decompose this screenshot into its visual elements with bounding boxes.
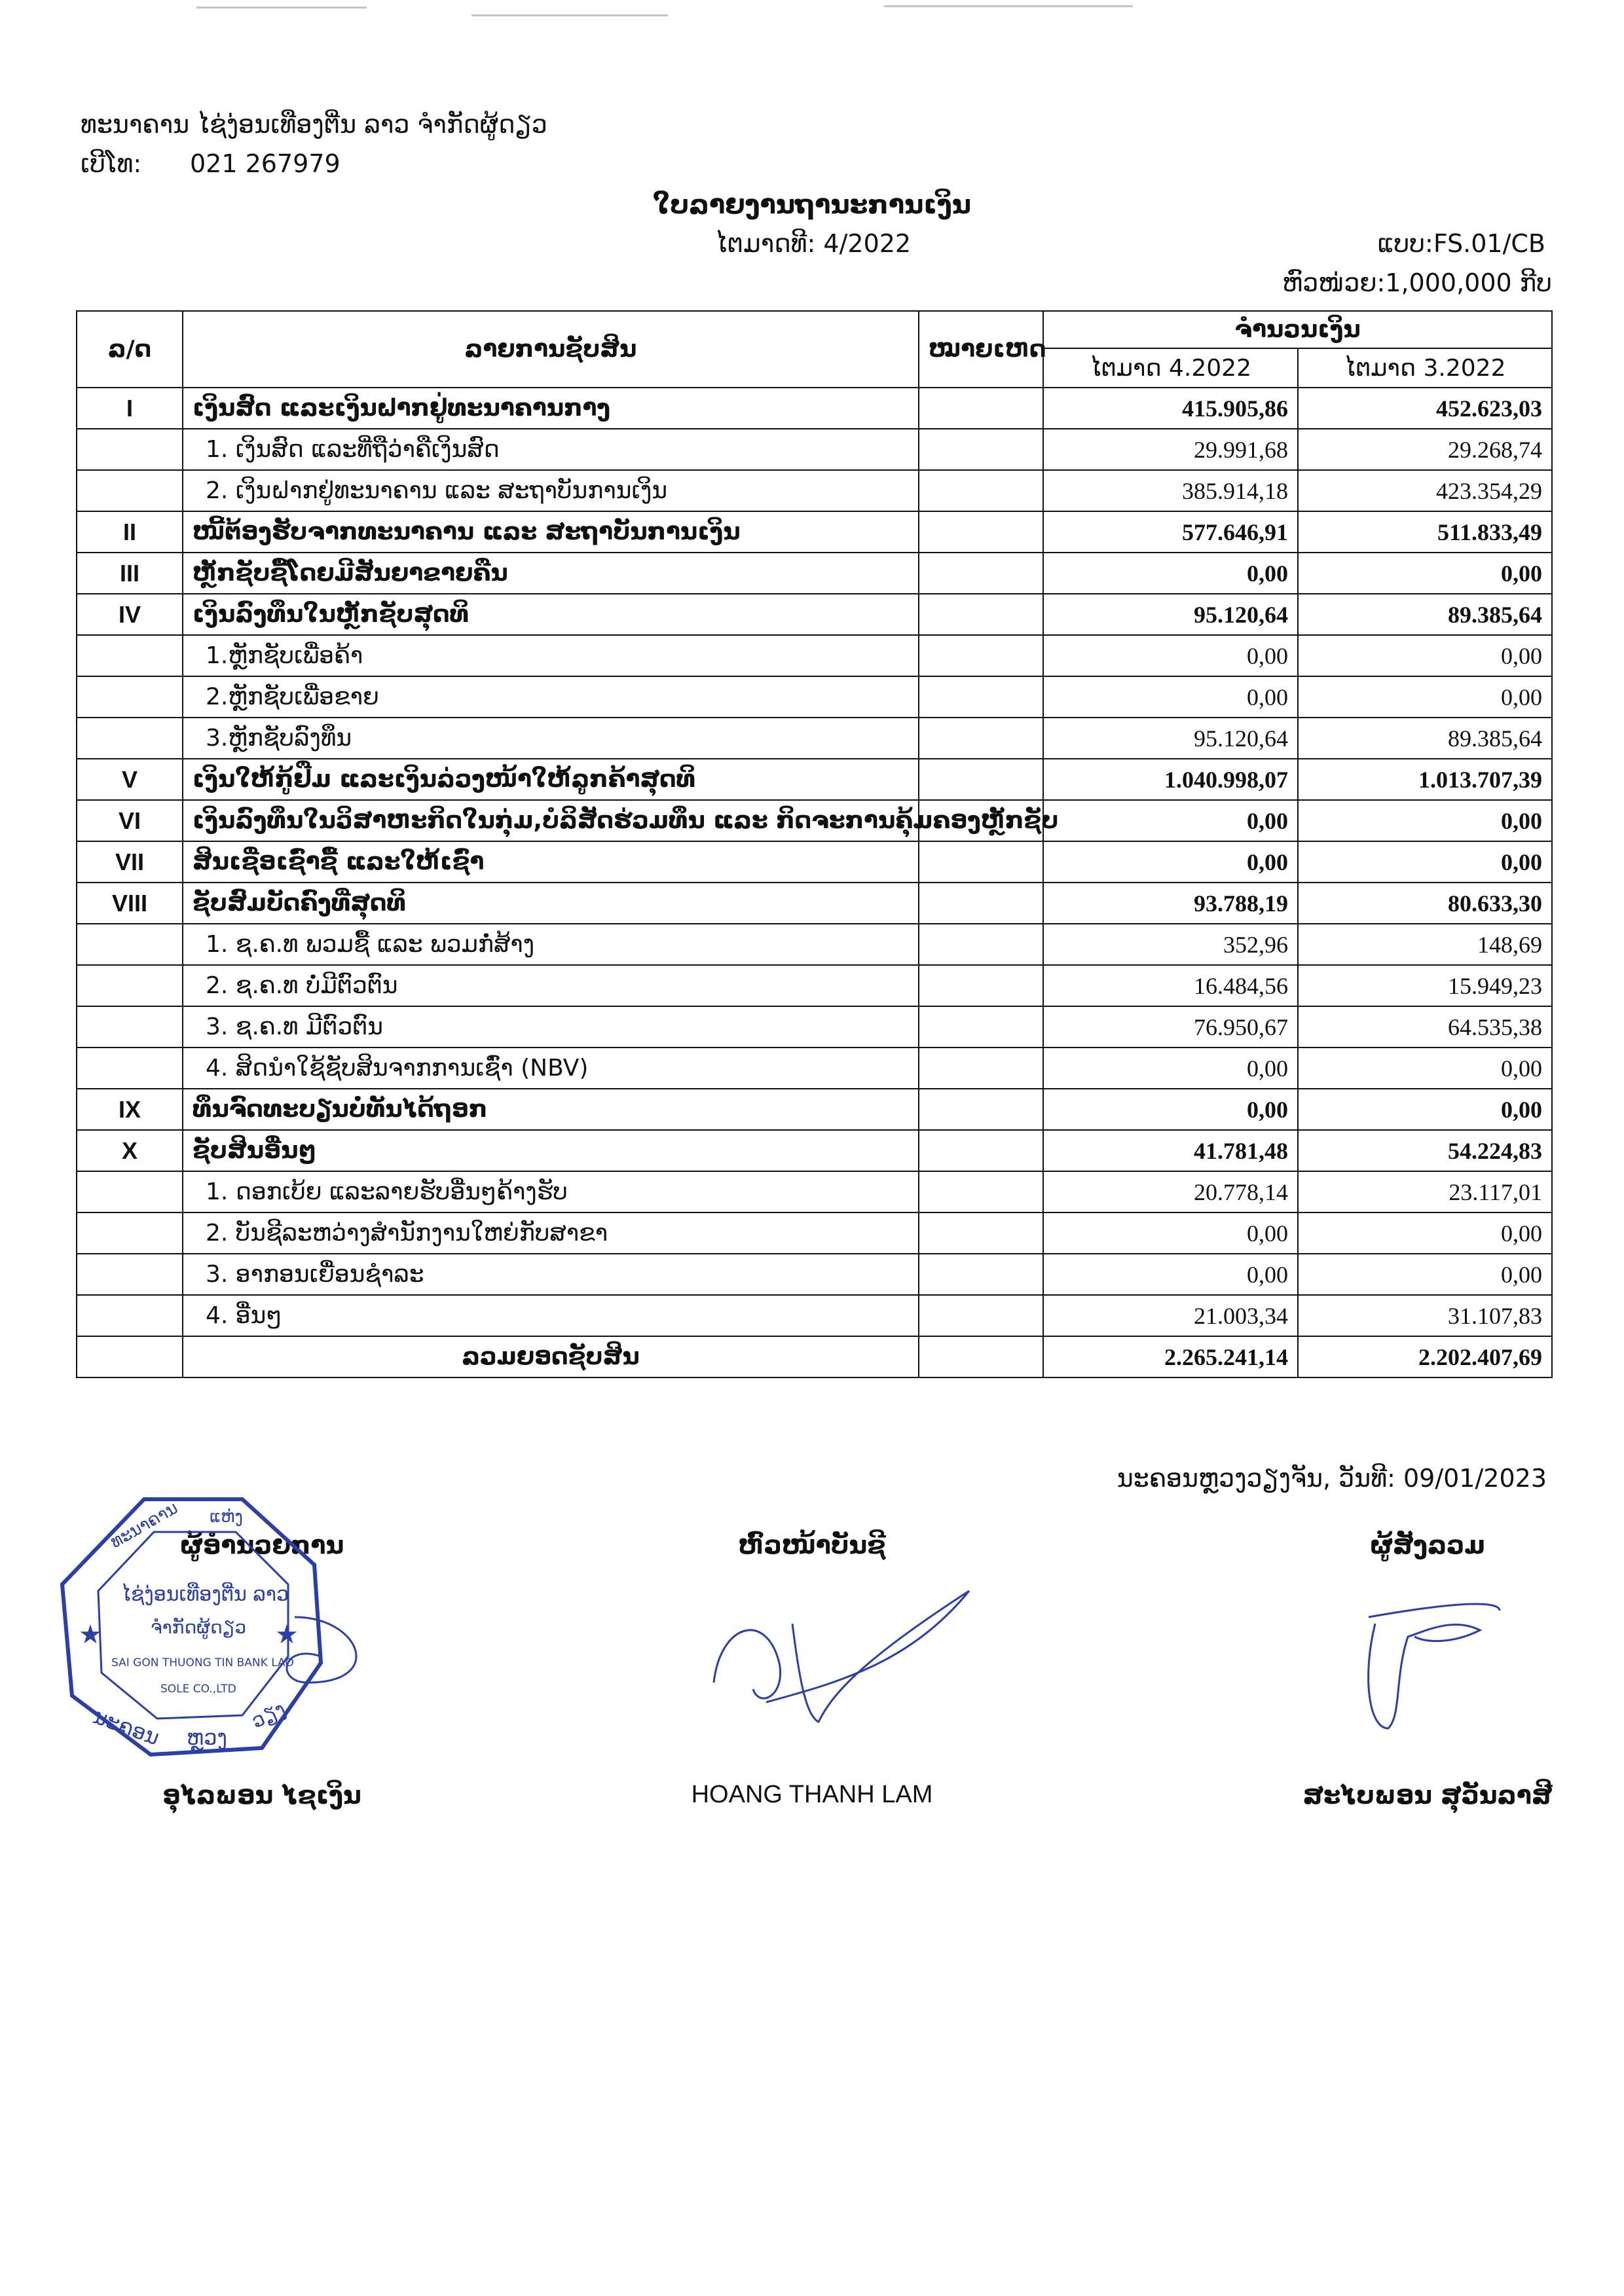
row-item: 1.ຫຼັກຊັບເພື່ອຄ້າ [183,635,919,676]
row-item: 2. ບັນຊີລະຫວ່າງສຳນັກງານໃຫຍ່ກັບສາຂາ [183,1212,919,1254]
row-note [919,1171,1043,1212]
row-item: ຊັບສິນອື່ນໆ [183,1130,919,1171]
row-no: III [77,553,183,594]
stamp-text: ແຫ່ງ [210,1507,243,1527]
signer-name-chief-accountant: HOANG THANH LAM [691,1781,933,1808]
row-q4: 577.646,91 [1043,511,1298,553]
row-item: 4. ອື່ນໆ [183,1295,919,1336]
total-note [919,1336,1043,1377]
row-no: X [77,1130,183,1171]
row-q3: 89.385,64 [1298,594,1552,635]
table-row [77,553,1552,594]
row-no [77,1171,183,1212]
total-row [77,1336,1552,1377]
report-period: ໄຕມາດທີ: 4/2022 [715,229,912,258]
table-row [77,511,1552,553]
signer-role-compiler: ຜູ້ສັງລວມ [1369,1531,1486,1559]
row-q4: 93.788,19 [1043,883,1298,924]
row-q4: 76.950,67 [1043,1006,1298,1048]
row-no: VIII [77,883,183,924]
row-item: ຊັບສົມບັດຄົງທີ່ສຸດທິ [183,883,919,924]
row-q4: 0,00 [1043,841,1298,883]
row-item: ເງິນລົງທຶນໃນຫຼັກຊັບສຸດທິ [183,594,919,635]
row-q4: 352,96 [1043,924,1298,965]
row-no [77,1212,183,1254]
row-no [77,429,183,470]
row-no: IV [77,594,183,635]
table-row [77,594,1552,635]
row-q3: 64.535,38 [1298,1006,1552,1048]
unit-label: ຫົວໜ່ວຍ:1,000,000 ກີບ [1282,268,1552,297]
table-row [77,883,1552,924]
row-note [919,594,1043,635]
row-q4: 0,00 [1043,800,1298,841]
col-amount-header: ຈຳນວນເງິນ [1043,311,1552,348]
row-item: 4. ສິດນຳໃຊ້ຊັບສິນຈາກການເຊົ່າ (NBV) [183,1048,919,1089]
table-row [77,1006,1552,1048]
stamp-star-icon: ★ [275,1620,299,1650]
table-row [77,1295,1552,1336]
row-note [919,718,1043,759]
compiler-signature [1349,1584,1519,1741]
row-no [77,635,183,676]
table-row [77,676,1552,718]
row-item: 3. ອາກອນເຍື່ອນຊຳລະ [183,1254,919,1295]
row-q4: 415.905,86 [1043,388,1298,429]
row-q4: 0,00 [1043,676,1298,718]
col-q4-header: ໄຕມາດ 4.2022 [1043,348,1298,388]
row-no: II [77,511,183,553]
row-q3: 423.354,29 [1298,470,1552,511]
row-item: ທຶນຈົດທະບຽນບໍ່ທັນໄດ້ຖອກ [183,1089,919,1130]
row-item: 1. ຊ.ຄ.ທ ພວມຊື້ ແລະ ພວມກໍ່ສ້າງ [183,924,919,965]
row-no [77,718,183,759]
row-q4: 95.120,64 [1043,594,1298,635]
col-item-header: ລາຍການຊັບສິນ [183,311,919,388]
phone-label: ເບີໂທ: [81,149,142,178]
row-q3: 0,00 [1298,1254,1552,1295]
row-note [919,429,1043,470]
row-q4: 0,00 [1043,1089,1298,1130]
signer-name-director: ອຸໄລພອນ ໄຊເງິນ [162,1781,361,1810]
row-item: 1. ເງິນສົດ ແລະທີ່ຖືວ່າຄືເງິນສົດ [183,429,919,470]
row-note [919,1254,1043,1295]
row-q4: 1.040.998,07 [1043,759,1298,800]
row-item: ໜີ້ຕ້ອງຮັບຈາກທະນາຄານ ແລະ ສະຖາບັນການເງິນ [183,511,919,553]
row-q4: 16.484,56 [1043,965,1298,1006]
row-item: ເງິນລົງທຶນໃນວິສາຫະກິດໃນກຸ່ມ,ບໍລິສັດຮ່ວມທຶນ ແລະ ກິດຈະການຄຸ້ມຄອງຫຼັກຊັບ [183,800,919,841]
row-q4: 95.120,64 [1043,718,1298,759]
stamp-text: SOLE CO.,LTD [160,1683,236,1696]
row-item: 1. ດອກເບ້ຍ ແລະລາຍຮັບອື່ນໆຄ້າງຮັບ [183,1171,919,1212]
total-q4: 2.265.241,14 [1043,1336,1298,1377]
row-q3: 0,00 [1298,635,1552,676]
row-item: 2.ຫຼັກຊັບເພື່ອຂາຍ [183,676,919,718]
report-title: ໃບລາຍງານຖານະການເງິນ [653,190,971,220]
row-no [77,924,183,965]
row-q4: 41.781,48 [1043,1130,1298,1171]
row-note [919,883,1043,924]
total-label: ລວມຍອດຊັບສິນ [183,1336,919,1377]
row-item: ສິນເຊື່ອເຊົ່າຊື້ ແລະໃຫ້ເຊົ່າ [183,841,919,883]
row-item: 2. ເງິນຝາກຢູ່ທະນາຄານ ແລະ ສະຖາບັນການເງິນ [183,470,919,511]
row-q3: 0,00 [1298,841,1552,883]
row-no [77,1006,183,1048]
signer-role-director: ຜູ້ອຳນວຍການ [179,1531,344,1559]
table-row [77,1130,1552,1171]
stamp-text: ຈຳກັດຜູ້ດຽວ [151,1616,247,1638]
row-note [919,924,1043,965]
table-row [77,1048,1552,1089]
table-row [77,1171,1552,1212]
row-q4: 0,00 [1043,553,1298,594]
row-q3: 511.833,49 [1298,511,1552,553]
stamp-text: ນະຄອນ [90,1703,163,1751]
row-note [919,553,1043,594]
col-q3-header: ໄຕມາດ 3.2022 [1298,348,1552,388]
col-no-header: ລ/ດ [77,311,183,388]
table-row [77,388,1552,429]
row-no [77,676,183,718]
row-q3: 148,69 [1298,924,1552,965]
total-q3: 2.202.407,69 [1298,1336,1552,1377]
scan-artifact [471,14,668,16]
row-q3: 0,00 [1298,1212,1552,1254]
row-item: ຫຼັກຊັບຊື້ໂດຍມີສັນຍາຂາຍຄືນ [183,553,919,594]
row-no [77,470,183,511]
table-row [77,924,1552,965]
row-no: V [77,759,183,800]
row-item: 3.ຫຼັກຊັບລົງທຶນ [183,718,919,759]
row-q3: 29.268,74 [1298,429,1552,470]
stamp-text: ທະນາຄານ [107,1498,181,1553]
row-note [919,676,1043,718]
row-no: IX [77,1089,183,1130]
row-q3: 0,00 [1298,1089,1552,1130]
stamp-star-icon: ★ [79,1620,102,1650]
row-q3: 452.623,03 [1298,388,1552,429]
table-row [77,429,1552,470]
stamp-text: SAI GON THUONG TIN BANK LAO [111,1656,294,1669]
row-no [77,1048,183,1089]
scan-artifact [884,5,1133,7]
row-q3: 80.633,30 [1298,883,1552,924]
row-note [919,759,1043,800]
row-note [919,470,1043,511]
balance-sheet-table [76,310,1553,1378]
row-no: VI [77,800,183,841]
row-q3: 0,00 [1298,676,1552,718]
scan-artifact [196,7,367,9]
table-row [77,841,1552,883]
row-no: I [77,388,183,429]
row-q4: 0,00 [1043,1048,1298,1089]
table-row [77,470,1552,511]
row-q3: 54.224,83 [1298,1130,1552,1171]
row-item: 2. ຊ.ຄ.ທ ບໍ່ມີຕົວຕົນ [183,965,919,1006]
stamp-text: ຫຼວງ [187,1725,227,1750]
row-note [919,1212,1043,1254]
row-q3: 15.949,23 [1298,965,1552,1006]
row-note [919,1006,1043,1048]
signer-role-chief-accountant: ຫົວໜ້າບັນຊີ [738,1531,886,1559]
row-item: ເງິນສົດ ແລະເງິນຝາກຢູ່ທະນາຄານກາງ [183,388,919,429]
row-q4: 385.914,18 [1043,470,1298,511]
table-row [77,759,1552,800]
row-q4: 0,00 [1043,1254,1298,1295]
bank-name: ທະນາຄານ ໄຊ່ງ່ອນເທືອງຕີ່ນ ລາວ ຈຳກັດຜູ້ດຽວ [81,110,547,139]
col-note-header: ໝາຍເຫດ [919,311,1043,388]
row-q3: 0,00 [1298,800,1552,841]
row-q4: 0,00 [1043,1212,1298,1254]
row-no [77,965,183,1006]
row-q3: 89.385,64 [1298,718,1552,759]
row-note [919,511,1043,553]
row-note [919,635,1043,676]
row-q4: 21.003,34 [1043,1295,1298,1336]
form-code: ແບບ:FS.01/CB [1377,229,1545,258]
table-row [77,635,1552,676]
chief-accountant-signature [694,1584,995,1755]
row-no [77,1295,183,1336]
row-q3: 1.013.707,39 [1298,759,1552,800]
row-q3: 31.107,83 [1298,1295,1552,1336]
place-date: ນະຄອນຫຼວງວຽງຈັນ, ວັນທີ: 09/01/2023 [1116,1464,1547,1493]
row-q3: 0,00 [1298,553,1552,594]
stamp-text: ໄຊ່ງ່ອນເທືອງຕີ່ນ ລາວ [121,1583,289,1606]
row-note [919,1295,1043,1336]
row-q4: 29.991,68 [1043,429,1298,470]
company-stamp [46,1486,334,1774]
row-item: ເງິນໃຫ້ກູ້ຢືມ ແລະເງິນລ່ວງໜ້າໃຫ້ລູກຄ້າສຸດທິ [183,759,919,800]
phone-number: 021 267979 [190,149,341,178]
table-row [77,1254,1552,1295]
row-note [919,1048,1043,1089]
row-note [919,841,1043,883]
row-no [77,1254,183,1295]
stamp-text: ວຽງ [248,1697,289,1734]
table-row [77,965,1552,1006]
row-q3: 23.117,01 [1298,1171,1552,1212]
table-row [77,718,1552,759]
table-row [77,1089,1552,1130]
row-q3: 0,00 [1298,1048,1552,1089]
signer-name-compiler: ສະໄບພອນ ສຸວັນລາສີ [1302,1781,1553,1810]
row-note [919,965,1043,1006]
row-q4: 20.778,14 [1043,1171,1298,1212]
table-row [77,800,1552,841]
table-row [77,1212,1552,1254]
row-item: 3. ຊ.ຄ.ທ ມີຕົວຕົນ [183,1006,919,1048]
total-no [77,1336,183,1377]
row-note [919,388,1043,429]
row-q4: 0,00 [1043,635,1298,676]
row-note [919,1089,1043,1130]
row-note [919,1130,1043,1171]
row-no: VII [77,841,183,883]
